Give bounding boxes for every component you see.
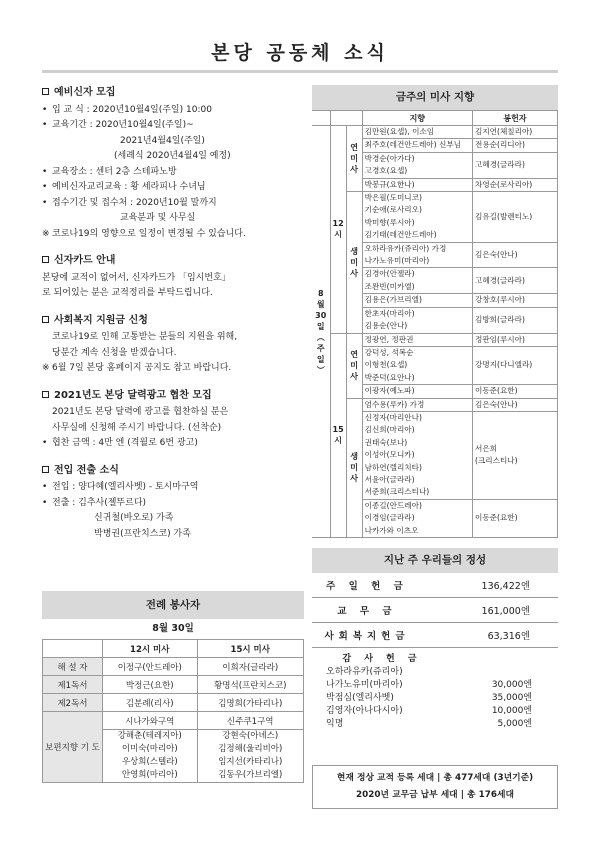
offerer-cell: 강명지(다니엘라) bbox=[473, 346, 558, 384]
offerer-cell: 김지연(체칠리아) bbox=[473, 126, 558, 139]
intention-cell: 최주호(데건안드레아) 신부님 bbox=[362, 139, 472, 152]
mass-heading: 금주의 미사 지향 bbox=[312, 85, 558, 110]
servers-heading: 전례 봉사자 bbox=[42, 591, 304, 619]
intention-cell: 박경순(아가다) 고경호(요셉) bbox=[362, 152, 472, 178]
offerer-cell: 이동준(요한) bbox=[473, 385, 558, 398]
text-line: • 입 교 식 : 2020년10월4일(주일) 10:00 bbox=[42, 103, 304, 119]
thanks-offering-list bbox=[312, 648, 558, 735]
square-bullet-icon bbox=[42, 88, 49, 95]
offerer-cell: 고혜경(글라라) bbox=[473, 152, 558, 178]
intention-cell: 박은필(도미니코) 기순애(로사리오) 박미향(루시아) 김기태(데건안드레아) bbox=[362, 192, 472, 243]
intention-cell: 김만원(요셉), 이소임 bbox=[362, 126, 472, 139]
list-item: 김영자(아나다시아) 10,000엔 bbox=[326, 706, 532, 716]
memorial-mass-label: 연 미 사 bbox=[346, 126, 362, 192]
intention-cell: 김용은(가브리엘) bbox=[362, 294, 472, 307]
intention-cell: 정광연, 정판권 bbox=[362, 333, 472, 346]
intention-cell: 이종길(안드레아) 이경임(글라라) 나카가와 이츠오 bbox=[362, 499, 472, 537]
list-item: 익명 5,000엔 bbox=[326, 719, 532, 729]
offering-row: 교 무 금 161,000엔 bbox=[312, 598, 558, 623]
col-12-mass: 12시 미사 bbox=[103, 640, 198, 658]
note-line: ※ 6월 7일 본당 홈페이지 공지도 참고 바랍니다. bbox=[42, 361, 304, 377]
square-bullet-icon bbox=[42, 256, 49, 263]
intention-cell: 한초자(마리아) 김용순(안나) bbox=[362, 307, 472, 333]
section-heading: 신자카드 안내 bbox=[42, 253, 304, 269]
offerer-cell: 김은숙(안나) bbox=[473, 242, 558, 268]
mass-intentions-panel bbox=[312, 85, 558, 538]
liturgy-servers-panel bbox=[42, 591, 304, 783]
mass-table bbox=[312, 110, 558, 538]
text-line: 2021년도 본당 달력에 광고를 협찬하실 분은 bbox=[52, 407, 229, 417]
time-12: 12 시 bbox=[330, 126, 346, 334]
transfer-section bbox=[42, 463, 304, 543]
text-line: 교육분과 및 사무실 bbox=[120, 213, 196, 223]
intention-cell: 신정자(마리안나) 김신희(마리아) 권태숙(보나) 이성아(모니카) 남하연(렐리치타) 서윤아(글라라) 서준희(크리스티나) bbox=[362, 411, 472, 499]
section-heading: 2021년도 본당 달력광고 협찬 모집 bbox=[42, 388, 304, 404]
offerer-cell: 이동준(요한) bbox=[473, 499, 558, 537]
text-line: 사무실에 신청해 주시기 바랍니다. (선착순) bbox=[52, 422, 222, 433]
offerer-cell: 김방희(글라라) bbox=[473, 307, 558, 333]
text-line: 신귀철(바오로) 가족 bbox=[94, 513, 174, 523]
text-line: (세례식 2020년4월4일 예정) bbox=[114, 151, 231, 161]
intention-cell: 김경아(안젤라) 조완빈(미카엘) bbox=[362, 268, 472, 294]
offering-row: 주 일 헌 금 136,422엔 bbox=[312, 573, 558, 598]
blank-cell bbox=[43, 640, 103, 658]
offerer-cell: 차영순(로사리아) bbox=[473, 178, 558, 191]
blank-cell bbox=[330, 111, 362, 126]
col-offerer: 봉헌자 bbox=[473, 111, 558, 126]
offerer-cell: 강창호(루시아) bbox=[473, 294, 558, 307]
zone-label: 시나가와구역 bbox=[103, 712, 198, 730]
title-rule bbox=[42, 70, 558, 73]
registration-summary bbox=[312, 765, 558, 809]
section-heading: 전입 전출 소식 bbox=[42, 463, 304, 479]
text-line: 박병권(프란치스코) 가족 bbox=[94, 528, 191, 539]
blank-cell bbox=[312, 111, 330, 126]
square-bullet-icon bbox=[42, 316, 49, 323]
offering-panel bbox=[312, 548, 558, 735]
text-line: 로 되어있는 분은 교적정리를 부탁드립니다. bbox=[42, 288, 213, 298]
time-15: 15 시 bbox=[330, 333, 346, 538]
server-cell: 황명석(프란치스코) bbox=[197, 676, 303, 694]
intention-cell: 이광자(예노파) bbox=[362, 385, 472, 398]
text-line: • 교육장소 : 센터 2층 스테파노방 bbox=[42, 165, 304, 181]
text-line: • 접수기간 및 접수처 : 2020년10월 말까지 bbox=[42, 196, 304, 212]
text-line: • 교육기간 : 2020년10월4일(주일)~ bbox=[42, 118, 304, 134]
square-bullet-icon bbox=[42, 466, 49, 473]
col-intention: 지향 bbox=[362, 111, 472, 126]
server-cell: 이정구(안드레아) bbox=[103, 658, 198, 676]
offerer-cell: 김유길(발렌티노) bbox=[473, 192, 558, 243]
list-item: 나가노유미(마리아) 30,000엔 bbox=[326, 680, 532, 690]
offering-heading: 지난 주 우리들의 정성 bbox=[312, 548, 558, 573]
calendar-ad-section bbox=[42, 388, 304, 452]
server-cell: 이희자(글라라) bbox=[197, 658, 303, 676]
text-line: 코로나19로 인해 고통받는 분들의 지원을 위해, bbox=[52, 332, 238, 342]
offerer-cell: 서은희 (크리스티나) bbox=[473, 411, 558, 499]
square-bullet-icon bbox=[42, 391, 49, 398]
summary-line: 2020년 교무금 납부 세대 | 총 176세대 bbox=[356, 790, 514, 800]
intention-cell: 강덕성, 석복순 이형천(요셉) 박준덕(요안나) bbox=[362, 346, 472, 384]
col-15-mass: 15시 미사 bbox=[197, 640, 303, 658]
text-line: 당분간 계속 신청을 받겠습니다. bbox=[52, 347, 177, 358]
row-label: 해 설 자 bbox=[43, 658, 103, 676]
zone-label: 신주쿠1구역 bbox=[197, 712, 303, 730]
servers-date: 8월 30일 bbox=[152, 623, 194, 634]
offering-row: 사회복지헌금 63,316엔 bbox=[312, 623, 558, 648]
page-title: 본당 공동체 소식 bbox=[211, 42, 389, 64]
server-cell: 강현숙(아녜스) 김정해(울리비아) 임지선(카타리나) 김동우(가브리엘) bbox=[197, 730, 303, 783]
section-heading: 예비신자 모집 bbox=[42, 85, 304, 101]
section-heading: 사회복지 지원금 신청 bbox=[42, 313, 304, 329]
intention-cell: 박봉규(요한나) bbox=[362, 178, 472, 191]
offerer-cell: 김은숙(안나) bbox=[473, 398, 558, 411]
text-line: 2021년4월4일(주일) bbox=[120, 135, 205, 146]
living-mass-label: 생 미 사 bbox=[346, 398, 362, 537]
list-item: 박점심(엘리사벳) 35,000엔 bbox=[326, 693, 532, 703]
offerer-cell: 전용순(리디아) bbox=[473, 139, 558, 152]
servers-table bbox=[42, 639, 304, 783]
row-label: 보편지향 기 도 bbox=[43, 712, 103, 783]
text-line: • 예비신자교리교육 : 황 세라피나 수녀님 bbox=[42, 180, 304, 196]
text-line: • 전출 : 김추사(젤뚜르다) bbox=[42, 496, 304, 512]
text-line: • 협찬 금액 : 4만 엔 (격월로 6번 광고) bbox=[42, 436, 304, 452]
offerer-cell: 정판임(루시아) bbox=[473, 333, 558, 346]
intention-cell: 오하라유카(쥬리아) 가정 나가노유미(마리아) bbox=[362, 242, 472, 268]
date-vertical: 8 월 30 일 ︵ 주 일 ︶ bbox=[312, 126, 330, 538]
left-column bbox=[42, 85, 304, 553]
summary-line: 현재 정상 교적 등록 세대 | 총 477세대 (3년기준) bbox=[336, 773, 534, 783]
list-item: 오하라유카(쥬리아) bbox=[326, 667, 403, 677]
server-cell: 박정근(요한) bbox=[103, 676, 198, 694]
note-line: ※ 코로나19의 영향으로 일정이 변경될 수 있습니다. bbox=[42, 227, 304, 243]
living-mass-label: 생 미 사 bbox=[346, 192, 362, 333]
server-cell: 김명희(가타리나) bbox=[197, 694, 303, 712]
thanks-offering-label: 감 사 헌 금 bbox=[342, 654, 422, 664]
catechumen-section bbox=[42, 85, 304, 242]
row-label: 제1독서 bbox=[43, 676, 103, 694]
server-cell: 김분례(리사) bbox=[103, 694, 198, 712]
offerer-cell: 고혜경(글라라) bbox=[473, 268, 558, 294]
text-line: 본당에 교적이 없어서, 신자카드가 「임시번호」 bbox=[42, 272, 231, 283]
intention-cell: 엄수용(루카) 가정 bbox=[362, 398, 472, 411]
welfare-section bbox=[42, 313, 304, 377]
text-line: • 전입 : 양다혜(엘리사벳) - 토시마구역 bbox=[42, 480, 304, 496]
member-card-section bbox=[42, 253, 304, 302]
row-label: 제2독서 bbox=[43, 694, 103, 712]
memorial-mass-label: 연 미 사 bbox=[346, 333, 362, 398]
server-cell: 강해춘(테레지아) 이미숙(마리아) 우상희(스텔라) 안영희(마리아) bbox=[103, 730, 198, 783]
